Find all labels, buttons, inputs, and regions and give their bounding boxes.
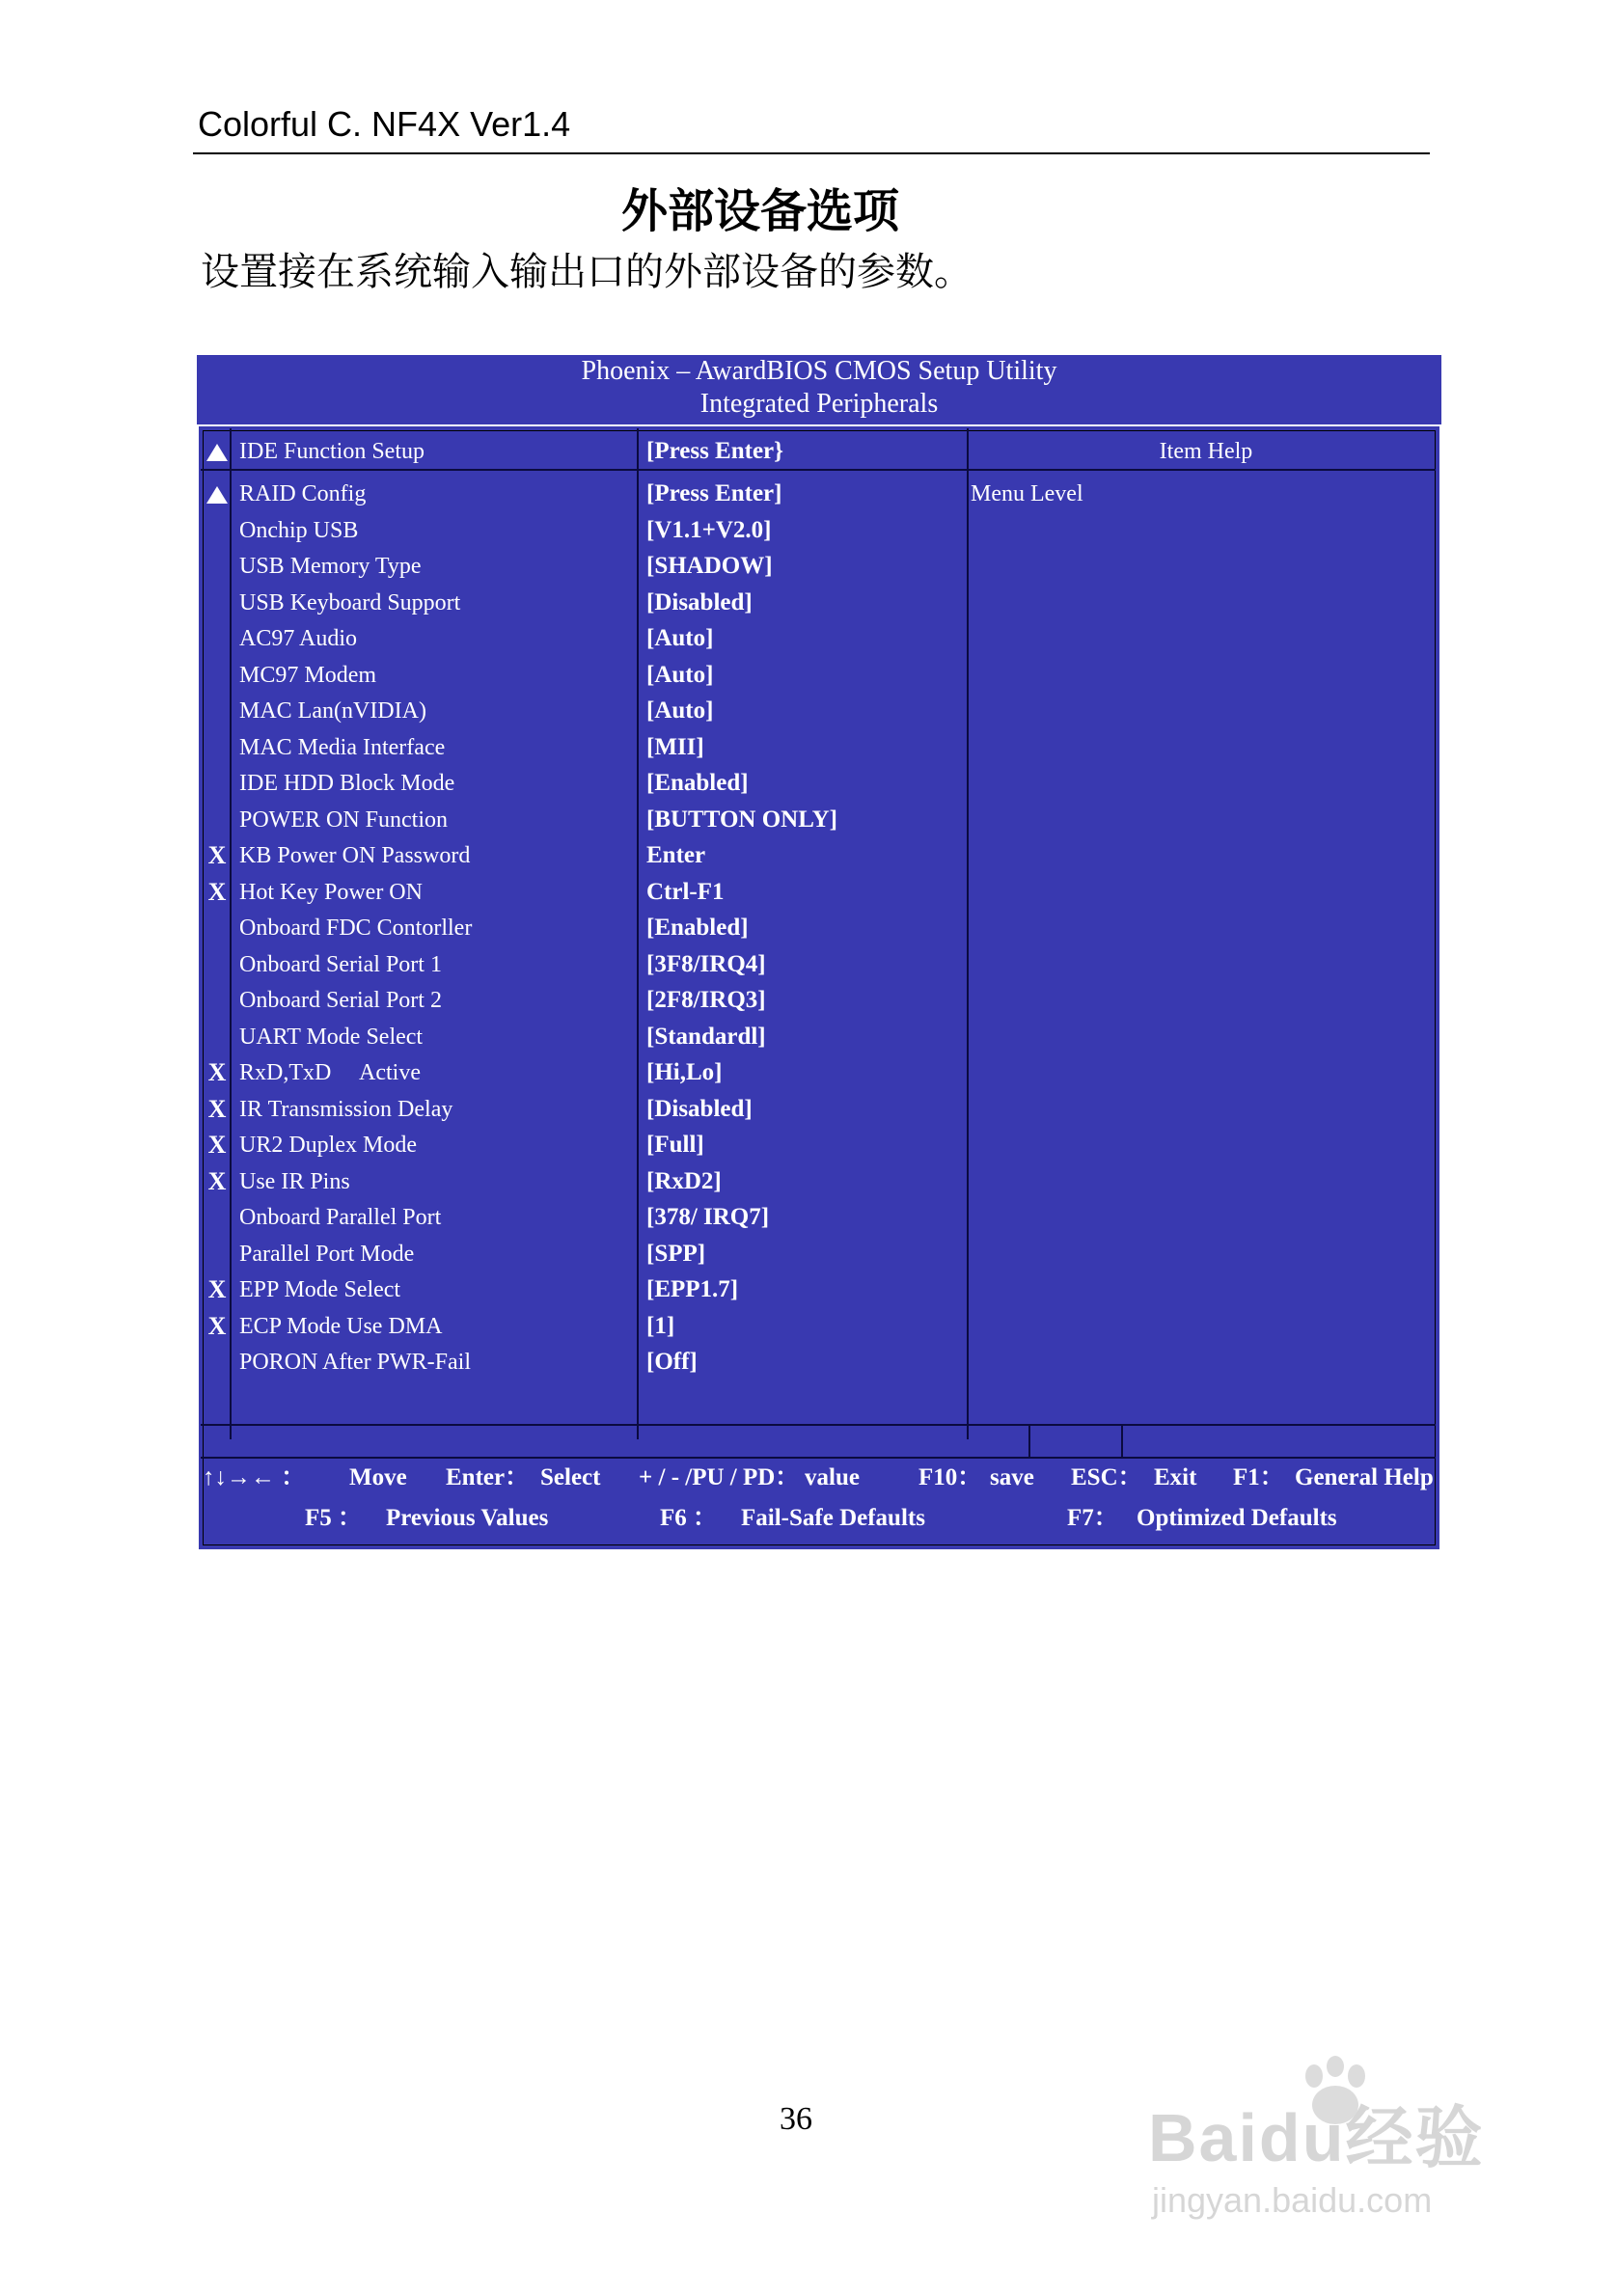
select-label: Select [540,1464,601,1490]
setting-label: RAID Config [239,481,367,506]
setting-value[interactable]: [RxD2] [646,1167,722,1194]
failsafe-label: Fail-Safe Defaults [741,1505,925,1531]
setting-row[interactable] [197,621,969,656]
setting-value[interactable]: [Press Enter] [646,480,782,506]
optimized-label: Optimized Defaults [1137,1505,1337,1531]
setting-label: IDE Function Setup [239,439,425,464]
setting-row[interactable] [197,803,969,837]
setting-label: UART Mode Select [239,1024,424,1050]
f1-key: F1： [1233,1464,1284,1490]
setting-label: MAC Media Interface [239,734,446,760]
setting-label: MAC Lan(nVIDIA) [239,698,426,724]
item-help-title: Item Help [1159,439,1253,464]
bios-title: Phoenix – AwardBIOS CMOS Setup Utility [581,356,1057,386]
watermark [1148,2055,1534,2248]
setting-value[interactable]: [Press Enter} [646,438,783,464]
setting-value[interactable]: [Auto] [646,661,714,688]
footer-cell-divider [1028,1424,1030,1457]
setting-row[interactable] [197,1128,969,1162]
setting-value[interactable]: [2F8/IRQ3] [646,987,766,1013]
setting-row[interactable] [197,766,969,801]
setting-label: Onboard Serial Port 1 [239,951,442,977]
general-help-label: General Help [1295,1464,1434,1490]
setting-row[interactable] [197,586,969,620]
menu-level-text: Menu Level [971,481,1083,506]
setting-label: ECP Mode Use DMA [239,1313,443,1339]
setting-label: Onboard Parallel Port [239,1205,442,1230]
setting-label: MC97 Modem [239,662,377,688]
setting-value[interactable]: [Full] [646,1132,704,1158]
setting-row[interactable] [197,477,969,511]
setting-value[interactable]: [378/ IRQ7] [646,1204,770,1230]
disabled-x-icon: X [207,877,227,906]
setting-value[interactable]: Ctrl-F1 [646,878,725,905]
document-header: Colorful C. NF4X Ver1.4 [198,104,571,144]
setting-value[interactable]: [Enabled] [646,770,749,796]
setting-row[interactable] [197,947,969,982]
setting-value[interactable]: [3F8/IRQ4] [646,950,766,977]
esc-key: ESC： [1071,1464,1142,1490]
setting-value[interactable]: [SHADOW] [646,553,773,579]
setting-row[interactable] [197,875,969,910]
setting-row[interactable] [197,1092,969,1127]
setting-value[interactable]: [Enabled] [646,915,749,941]
setting-label: Onchip USB [239,517,359,543]
setting-value[interactable]: [Hi,Lo] [646,1059,723,1085]
bios-screenshot [197,355,1441,1551]
setting-row[interactable] [197,1309,969,1344]
setting-value[interactable]: [BUTTON ONLY] [646,806,837,833]
setting-label: POWER ON Function [239,806,448,833]
setting-label: Onboard Serial Port 2 [239,988,442,1013]
disabled-x-icon: X [207,1131,227,1159]
bios-title-bar [197,355,1441,423]
setting-value[interactable]: Enter [646,842,706,868]
setting-row[interactable] [197,1345,969,1380]
bios-subtitle: Integrated Peripherals [699,389,939,419]
submenu-triangle-icon [205,477,230,513]
setting-label: IR Transmission Delay [239,1096,453,1122]
setting-value[interactable]: [MII] [646,733,704,760]
setting-value[interactable]: [SPP] [646,1240,706,1267]
setting-label: AC97 Audio [239,626,358,651]
disabled-x-icon: X [207,1311,227,1340]
exit-label: Exit [1154,1464,1197,1490]
setting-value[interactable]: [Off] [646,1349,698,1375]
setting-row[interactable] [197,434,969,469]
setting-value[interactable]: [EPP1.7] [646,1276,739,1302]
setting-row[interactable] [197,1164,969,1199]
setting-row[interactable] [197,694,969,728]
arrow-keys: ↑↓→← ： [203,1464,306,1490]
setting-row[interactable] [197,549,969,584]
setting-value[interactable]: [Standardl] [646,1023,766,1050]
setting-row[interactable] [197,1272,969,1307]
setting-row[interactable] [197,1055,969,1090]
setting-label: KB Power ON Password [239,843,471,868]
setting-label: Hot Key Power ON [239,879,423,905]
disabled-x-icon: X [207,1094,227,1123]
setting-row[interactable] [197,911,969,945]
setting-row[interactable] [197,730,969,765]
setting-value[interactable]: [V1.1+V2.0] [646,516,772,543]
setting-label: PORON After PWR-Fail [239,1350,471,1375]
setting-value[interactable]: [Disabled] [646,588,753,615]
disabled-x-icon: X [207,1166,227,1195]
page-number: 36 [780,2101,812,2137]
setting-value[interactable]: [Disabled] [646,1095,753,1122]
section-description: 设置接在系统输入输出口的外部设备的参数。 [201,250,973,294]
setting-label: Parallel Port Mode [239,1241,415,1267]
setting-value[interactable]: [1] [646,1312,675,1339]
submenu-triangle-icon [205,434,230,471]
header-divider [201,469,1436,471]
previous-values-label: Previous Values [386,1505,549,1531]
move-label: Move [349,1464,407,1490]
watermark-url: jingyan.baidu.com [1152,2180,1433,2220]
f10-key: F10： [918,1464,982,1490]
footer-cell-divider [1121,1424,1123,1457]
save-label: save [990,1464,1034,1490]
setting-label: USB Memory Type [239,554,422,579]
disabled-x-icon: X [207,1275,227,1303]
setting-value[interactable]: [Auto] [646,625,714,651]
setting-row[interactable] [197,1237,969,1271]
setting-label: RxD,TxD Active [239,1060,421,1085]
setting-row[interactable] [197,1020,969,1054]
setting-row[interactable] [197,983,969,1018]
setting-value[interactable]: [Auto] [646,697,714,724]
f6-key: F6 ： [660,1505,718,1531]
enter-key: Enter： [446,1464,530,1490]
setting-label: UR2 Duplex Mode [239,1133,417,1158]
f5-key: F5 ： [305,1505,363,1531]
setting-row[interactable] [197,658,969,693]
footer-divider [201,1424,1436,1426]
setting-label: Use IR Pins [239,1168,350,1194]
section-title: 外部设备选项 [620,184,899,238]
value-label: value [805,1464,860,1490]
setting-label: Onboard FDC Contorller [239,916,473,941]
watermark-brand: Baidu经验 [1148,2100,1485,2175]
setting-label: IDE HDD Block Mode [239,771,455,796]
setting-label: EPP Mode Select [239,1277,401,1302]
page-keys: + / - /PU / PD： [639,1464,800,1490]
setting-row[interactable] [197,838,969,873]
disabled-x-icon: X [207,1058,227,1086]
setting-row[interactable] [197,513,969,548]
setting-label: USB Keyboard Support [239,589,461,615]
header-rule [193,152,1430,154]
f7-key: F7： [1067,1505,1118,1531]
setting-row[interactable] [197,1200,969,1235]
disabled-x-icon: X [207,841,227,869]
